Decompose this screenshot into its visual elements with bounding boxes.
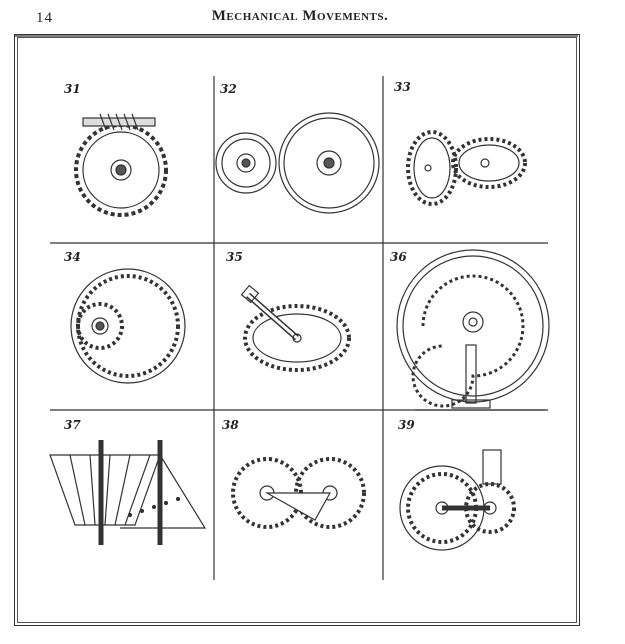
figure-36-drawing — [397, 250, 549, 410]
figure-34-drawing — [71, 269, 185, 383]
figure-32-drawing — [216, 113, 379, 213]
figure-number: 31 — [64, 82, 81, 96]
figure-number: 35 — [226, 250, 243, 264]
figure-number: 38 — [222, 418, 239, 432]
figure-number: 33 — [394, 80, 411, 94]
figure-number: 32 — [220, 82, 237, 96]
figure-number: 36 — [390, 250, 407, 264]
figure-number: 39 — [398, 418, 415, 432]
figure-39-drawing — [400, 450, 514, 550]
figure-31-drawing — [76, 114, 166, 215]
figure-38-drawing — [233, 459, 364, 527]
figure-37-drawing — [50, 440, 205, 545]
figure-35-drawing — [242, 286, 349, 370]
figure-number: 37 — [64, 418, 81, 432]
figure-number: 34 — [64, 250, 81, 264]
page-number: 14 — [36, 10, 53, 26]
figure-33-drawing — [408, 132, 525, 204]
page-title: Mechanical Movements. — [211, 8, 389, 24]
